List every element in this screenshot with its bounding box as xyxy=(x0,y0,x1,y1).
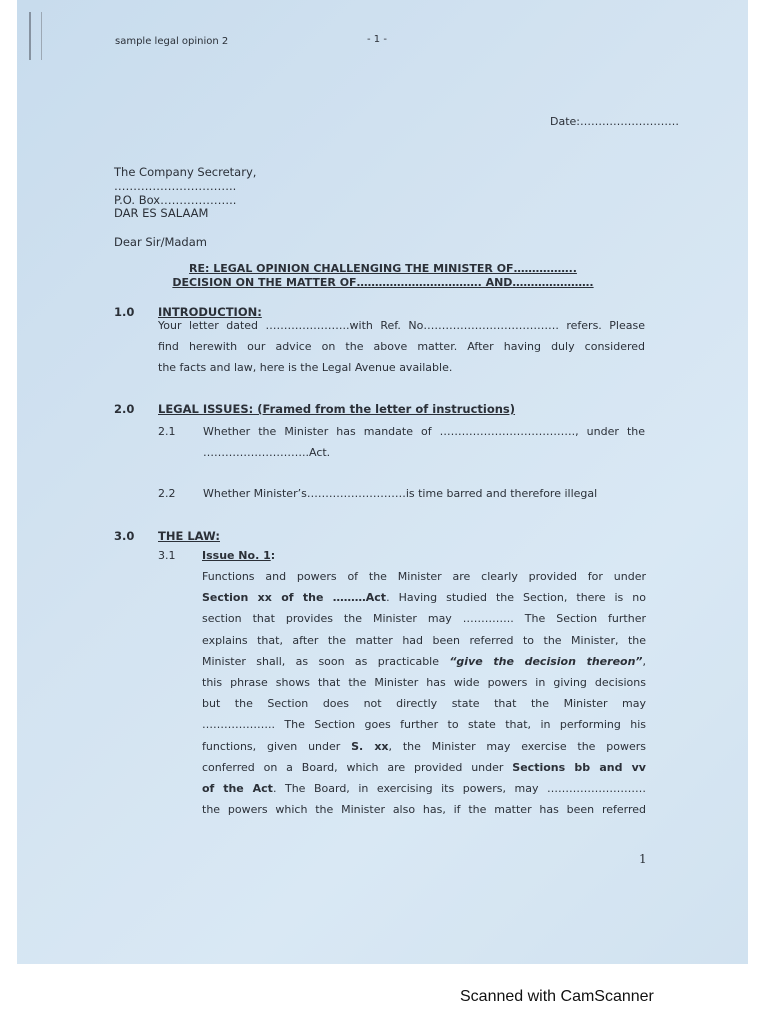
issue-2-2: Whether Minister’s………………………is time barred and therefore illegal xyxy=(203,487,598,500)
paragraph-line: the facts and law, here is the Legal Avenue available. xyxy=(158,361,453,375)
section-number: 3.0 xyxy=(114,529,135,543)
issue-heading xyxy=(202,545,275,566)
paragraph-line xyxy=(202,757,646,778)
quoted-phrase: “give the decision thereon” xyxy=(449,654,643,668)
paragraph-line xyxy=(202,587,646,608)
paragraph-line xyxy=(202,736,646,757)
law-paragraph xyxy=(202,566,646,820)
text-run: . The Board, in exercising its powers, may ……………………… xyxy=(272,782,646,796)
introduction-paragraph xyxy=(158,315,645,379)
paragraph-line: ………………………..Act. xyxy=(203,446,331,460)
page-number: 1 xyxy=(639,852,647,866)
paper-clip-mark xyxy=(29,12,42,60)
re-heading-line-1: RE: LEGAL OPINION CHALLENGING THE MINISTER OF…………….. xyxy=(189,262,577,275)
text-run: conferred on a Board, which are provided under xyxy=(202,760,513,774)
statute-reference: Section xx of the ………Act xyxy=(202,591,387,605)
scanned-page xyxy=(17,0,748,964)
date-line: Date:……………………… xyxy=(550,115,679,128)
text-run: , the Minister may exercise the powers xyxy=(388,739,646,753)
document-label: sample legal opinion 2 xyxy=(115,36,229,47)
statute-reference: of the Act xyxy=(202,782,273,796)
issue-title: Issue No. 1 xyxy=(202,549,271,562)
paragraph-line: explains that, after the matter had been referred to the Minister, the xyxy=(202,633,646,647)
item-number: 2.2 xyxy=(158,487,176,500)
paragraph-line: Your letter dated …………………..with Ref. No………………………………. refers. Please xyxy=(158,319,645,332)
page-marker: - 1 - xyxy=(367,34,387,45)
section-title-the-law: THE LAW: xyxy=(158,529,220,543)
paragraph-line: Functions and powers of the Minister are clearly provided for under xyxy=(202,570,646,583)
camscanner-watermark: Scanned with CamScanner xyxy=(460,988,654,1005)
issue-colon: : xyxy=(270,549,276,562)
paragraph-line: but the Section does not directly state that the Minister may xyxy=(202,697,646,711)
item-number: 3.1 xyxy=(158,549,176,562)
addressee-line-1: The Company Secretary, xyxy=(114,165,257,179)
paragraph-line: ……………….. The Section goes further to state that, in performing his xyxy=(202,718,646,732)
text-run: functions, given under xyxy=(202,739,352,753)
salutation: Dear Sir/Madam xyxy=(114,235,207,249)
section-number: 2.0 xyxy=(114,402,135,416)
section-number: 1.0 xyxy=(114,305,135,319)
issue-2-1 xyxy=(203,421,645,463)
paragraph-line xyxy=(202,651,646,672)
statute-reference: S. xx xyxy=(351,739,389,753)
paragraph-line: Whether the Minister has mandate of ………………………………., under the xyxy=(203,425,645,438)
addressee-line-4: DAR ES SALAAM xyxy=(114,206,209,220)
text-run: . Having studied the Section, there is no xyxy=(386,591,646,605)
addressee-line-2: ………………………….. xyxy=(114,179,237,193)
paragraph-line: the powers which the Minister also has, if the matter has been referred xyxy=(202,803,646,817)
re-heading-line-2: DECISION ON THE MATTER OF……………………………. AND…………………. xyxy=(172,276,594,289)
item-number: 2.1 xyxy=(158,425,176,438)
paragraph-line: section that provides the Minister may ………….. The Section further xyxy=(202,612,646,626)
text-run: Minister shall, as soon as practicable xyxy=(202,654,450,668)
paragraph-line xyxy=(202,778,646,799)
section-title-introduction: INTRODUCTION: xyxy=(158,305,262,319)
text-run: , xyxy=(642,654,646,668)
paragraph-line: this phrase shows that the Minister has wide powers in giving decisions xyxy=(202,676,646,690)
paragraph-line: find herewith our advice on the above matter. After having duly considered xyxy=(158,340,645,354)
statute-reference: Sections bb and vv xyxy=(512,760,646,774)
section-title-legal-issues: LEGAL ISSUES: (Framed from the letter of instructions) xyxy=(158,402,516,416)
addressee-line-3: P.O. Box……………….. xyxy=(114,193,237,207)
